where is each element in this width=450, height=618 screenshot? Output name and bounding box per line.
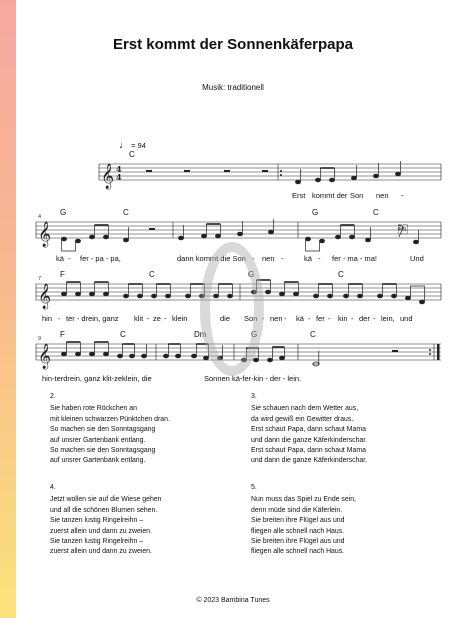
lyric-syllable: - — [58, 314, 61, 323]
svg-text:𝄞: 𝄞 — [38, 284, 52, 309]
verse-number: 5. — [251, 484, 257, 491]
chord-symbol: C — [123, 208, 129, 217]
measure-number: 7 — [38, 276, 42, 282]
lyric-syllable: fer - pa - pa, — [80, 254, 121, 263]
chord-symbol: G — [312, 208, 319, 217]
chord-symbol: C — [149, 270, 155, 279]
lyric-syllable: und — [400, 314, 413, 323]
verse-line: da wird gewiß ein Gewitter draus. — [251, 415, 354, 423]
tempo-value: = 94 — [131, 141, 146, 150]
verse-line: und all die schönen Blumen sehen. — [50, 506, 158, 514]
lyric-syllable: kä — [56, 254, 64, 263]
lyric-syllable: klit — [134, 314, 144, 323]
lyric-syllable: ter - drein, ganz — [66, 314, 119, 323]
lyric-syllable: ze — [153, 314, 161, 323]
svg-text::  — [398, 225, 408, 236]
lyric-syllable: - — [351, 314, 354, 323]
lyric-syllable: - — [147, 314, 150, 323]
lyric-syllable: fer - ma - ma! — [332, 254, 378, 263]
verse-line: mit kleinen schwarzen Pünktchen dran. — [50, 415, 170, 423]
lyric-syllable: - — [373, 314, 376, 323]
verse-line: Sie tanzen lustig Ringelreihn – — [50, 538, 144, 546]
verse-line: So machen sie den Sonntagsgang — [50, 447, 156, 455]
lyric-syllable: kin — [338, 314, 348, 323]
verse-line: und dann die ganze Käferkinderschar. — [251, 436, 368, 444]
verse-line: Jetzt wollen sie auf die Wiese gehen — [50, 496, 162, 504]
svg-text:𝄞: 𝄞 — [38, 222, 52, 247]
measure-number: 9 — [38, 336, 42, 342]
lyric-syllable: - — [164, 314, 167, 323]
measure-number: 4 — [38, 214, 42, 220]
copyright-footer: © 2023 Bambina Tunes — [196, 597, 270, 604]
svg-text:𝄞: 𝄞 — [101, 164, 115, 189]
quarter-note-icon: ♩ — [119, 140, 129, 151]
chord-symbol: C — [373, 208, 379, 217]
chord-symbol: C — [129, 150, 135, 159]
verse-3 — [251, 392, 367, 467]
lyric-syllable: nen — [376, 191, 389, 200]
verse-line: zuerst allein und dann zu zweien. — [50, 548, 152, 556]
lyric-syllable: kommt der — [312, 191, 348, 200]
lyric-syllable: - — [252, 254, 255, 263]
verse-line: fliegen alle schnell nach Haus. — [251, 527, 345, 535]
lyric-syllable: der — [359, 314, 370, 323]
verse-line: Sie tanzen lustig Ringelreihn – — [50, 517, 144, 525]
verse-number: 3. — [251, 393, 257, 400]
svg-text:𝄞: 𝄞 — [38, 344, 52, 369]
lyric-syllable: Erst — [292, 191, 306, 200]
chord-symbol: F — [60, 270, 65, 279]
lyric-syllable: - — [281, 254, 284, 263]
verse-line: Sie breiten ihre Flügel aus und — [251, 538, 345, 546]
lyric-syllable: kä — [304, 254, 312, 263]
verse-line: auf unsrer Gartenbank entlang. — [50, 436, 146, 444]
verse-line: auf unsrer Gartenbank entlang. — [50, 457, 146, 465]
lyric-syllable: - — [262, 314, 265, 323]
verse-line: Nun muss das Spiel zu Ende sein, — [251, 496, 356, 504]
lyric-syllable: - — [318, 254, 321, 263]
lyric-syllable: - — [401, 191, 404, 200]
lyric-syllable: dann kommt die Son — [177, 254, 246, 263]
staff-system-1 — [16, 150, 450, 200]
lyric-syllable: fer — [316, 314, 325, 323]
lyric-line: Sonnen kä-fer-kin - der - lein. — [204, 374, 302, 383]
svg-text:4: 4 — [116, 164, 122, 174]
verse-line: Sie schauen nach dem Wetter aus, — [251, 405, 359, 413]
verse-line: Erst schaut Papa, dann schaut Mama — [251, 426, 366, 434]
chord-symbol: G — [60, 208, 67, 217]
chord-symbol: F — [60, 330, 65, 339]
lyric-syllable: nen — [262, 254, 275, 263]
verse-line: fliegen alle schnell nach Haus. — [251, 548, 345, 556]
lyric-line: hin-terdrein, ganz klit-zeklein, die — [42, 374, 152, 383]
verse-line: und dann die ganze Käferkinderschar. — [251, 457, 368, 465]
lyric-syllable: - — [328, 314, 331, 323]
verse-line: Sie breiten ihre Flügel aus und — [251, 517, 345, 525]
lyric-syllable: - — [284, 314, 287, 323]
lyric-syllable: die — [220, 314, 231, 323]
verse-5 — [251, 483, 356, 558]
watermark-logo — [200, 242, 264, 376]
lyric-syllable: - — [308, 314, 311, 323]
svg-text:4: 4 — [116, 172, 122, 182]
chord-symbol: Dm — [194, 330, 207, 339]
chord-symbol: G — [248, 270, 255, 279]
verse-line: Erst schaut Papa, dann schaut Mama — [251, 447, 366, 455]
music-credit: Musik: traditionell — [202, 83, 264, 92]
chord-symbol: C — [120, 330, 126, 339]
lyric-syllable: klein — [172, 314, 188, 323]
decorative-gradient-edge — [0, 0, 16, 618]
lyric-syllable: kä — [296, 314, 304, 323]
verse-line: So machen sie den Sonntagsgang — [50, 426, 156, 434]
verse-number: 2. — [50, 393, 56, 400]
lyric-syllable: - — [68, 254, 71, 263]
song-title: Erst kommt der Sonnenkäferpapa — [112, 36, 354, 53]
lyric-syllable: Son — [350, 191, 364, 200]
chord-symbol: G — [251, 330, 258, 339]
verse-2 — [50, 392, 170, 467]
lyric-syllable: nen — [270, 314, 283, 323]
verse-line: zuerst allein und dann zu zweien. — [50, 527, 152, 535]
sheet-music-page — [16, 0, 450, 618]
verse-line: Sie haben rote Röckchen an — [50, 405, 137, 413]
verse-line: denn müde sind die Käferlein. — [251, 506, 343, 514]
verse-number: 4. — [50, 484, 56, 491]
verse-4 — [50, 483, 161, 558]
lyric-syllable: lein, — [381, 314, 395, 323]
lyric-syllable: hin — [42, 314, 53, 323]
lyric-syllable: Son — [244, 314, 258, 323]
chord-symbol: C — [310, 330, 316, 339]
lyric-syllable: Und — [410, 254, 424, 263]
chord-symbol: C — [338, 270, 344, 279]
